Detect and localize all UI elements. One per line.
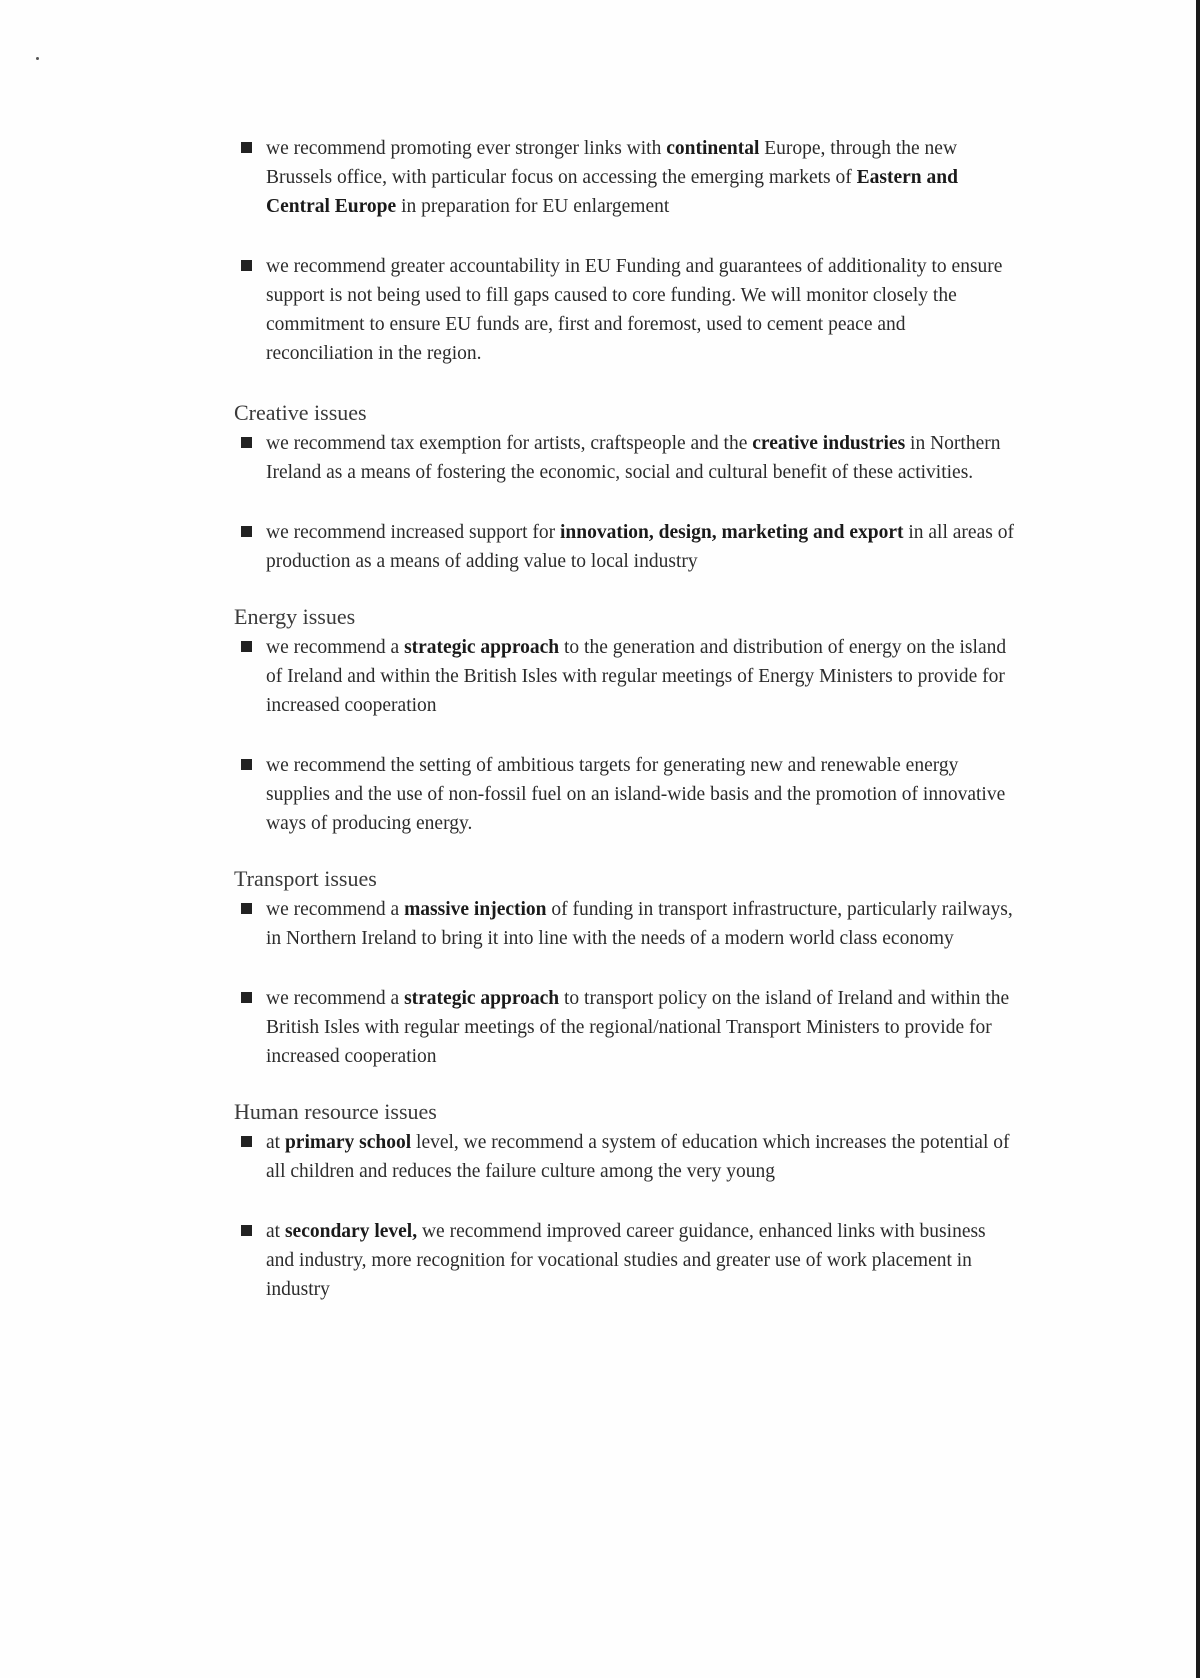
square-bullet-icon — [241, 260, 252, 271]
bullet-item — [236, 518, 1016, 576]
bold-phrase: innovation, design, marketing and export — [560, 522, 904, 543]
bold-phrase: primary school — [284, 1132, 412, 1153]
text-run: in all areas of production as a means of adding value to local industry — [266, 522, 1014, 572]
section-heading: Human resource issues — [234, 1099, 437, 1124]
square-bullet-icon — [241, 142, 252, 153]
square-bullet-icon — [241, 1225, 252, 1236]
section — [236, 603, 1016, 838]
bullet-text — [266, 522, 1014, 572]
square-bullet-icon — [241, 992, 252, 1003]
bullet-item — [236, 751, 1016, 838]
text-run: we recommend increased support for — [266, 522, 561, 543]
text-run: at — [266, 1221, 285, 1242]
text-run: level, we recommend a system of education which increases the potential of all children and reduces the failure culture among the very young — [266, 1132, 1010, 1182]
square-bullet-icon — [241, 903, 252, 914]
bullet-text — [266, 256, 1002, 364]
section-heading: Energy issues — [234, 604, 356, 629]
text-run: we recommend the setting of ambitious targets for generating new and renewable energy supplies and the use of non-fossil fuel on an island-wide basis and the promotion of innovative ways of producing energy. — [266, 755, 1006, 834]
text-run: we recommend improved career guidance, enhanced links with business and industry, more recognition for vocational studies and greater use of work placement in industry — [266, 1221, 986, 1300]
bullet-item — [236, 633, 1016, 720]
intro-list — [236, 134, 1016, 368]
bullet-text — [266, 138, 958, 217]
square-bullet-icon — [241, 641, 252, 652]
text-run: to the generation and distribution of energy on the island of Ireland and within the British Isles with regular meetings of Energy Ministers to provide for increased cooperation — [266, 637, 1007, 716]
bullet-text — [266, 433, 1000, 483]
scan-speck — [36, 57, 39, 60]
text-run: we recommend a — [266, 899, 405, 920]
bold-phrase: massive injection — [404, 899, 547, 920]
bold-phrase: strategic approach — [404, 637, 560, 658]
bullet-text — [266, 755, 1005, 834]
bullet-item — [236, 1217, 1016, 1304]
text-run: we recommend greater accountability in EU Funding and guarantees of additionality to ensure support is not being used to fill gaps caused to core funding. We will monitor closely the commitment to ensure EU funds are, first and foremost, used to cement peace and reconciliation in the region. — [266, 256, 1003, 364]
section-heading: Transport issues — [234, 866, 377, 891]
bullet-text — [266, 1132, 1010, 1182]
bullet-item — [236, 984, 1016, 1071]
bullet-text — [266, 637, 1006, 716]
section — [236, 399, 1016, 576]
square-bullet-icon — [241, 437, 252, 448]
scan-edge — [1196, 0, 1200, 1678]
bold-phrase: continental — [666, 138, 760, 159]
bold-phrase: strategic approach — [404, 988, 560, 1009]
text-run: of funding in transport infrastructure, particularly railways, in Northern Ireland to bring it into line with the needs of a modern world class economy — [266, 899, 1013, 949]
bullet-item — [236, 134, 1016, 221]
text-run: in Northern Ireland as a means of fostering the economic, social and cultural benefit of these activities. — [266, 433, 1001, 483]
bold-phrase: secondary level, — [284, 1221, 418, 1242]
section — [236, 1098, 1016, 1304]
bullet-item — [236, 252, 1016, 368]
section-heading: Creative issues — [234, 400, 367, 425]
text-run: to transport policy on the island of Ireland and within the British Isles with regular meetings of the regional/national Transport Ministers to provide for increased cooperation — [266, 988, 1010, 1067]
text-run: in preparation for EU enlargement — [396, 196, 670, 217]
bullet-item — [236, 1128, 1016, 1186]
text-run: we recommend promoting ever stronger links with — [266, 138, 667, 159]
square-bullet-icon — [241, 1136, 252, 1147]
bold-phrase: Eastern and Central Europe — [266, 167, 958, 217]
text-run: at — [266, 1132, 285, 1153]
document-body — [236, 134, 1016, 1331]
bullet-text — [266, 1221, 986, 1300]
bullet-text — [266, 988, 1009, 1067]
bullet-text — [266, 899, 1013, 949]
bold-phrase: creative industries — [752, 433, 906, 454]
text-run: Europe, through the new Brussels office, with particular focus on accessing the emerging markets of — [266, 138, 958, 188]
text-run: we recommend tax exemption for artists, craftspeople and the — [266, 433, 753, 454]
bullet-item — [236, 895, 1016, 953]
text-run: we recommend a — [266, 988, 405, 1009]
square-bullet-icon — [241, 526, 252, 537]
text-run: we recommend a — [266, 637, 405, 658]
section — [236, 865, 1016, 1071]
square-bullet-icon — [241, 759, 252, 770]
sections-container — [236, 399, 1016, 1304]
bullet-item — [236, 429, 1016, 487]
